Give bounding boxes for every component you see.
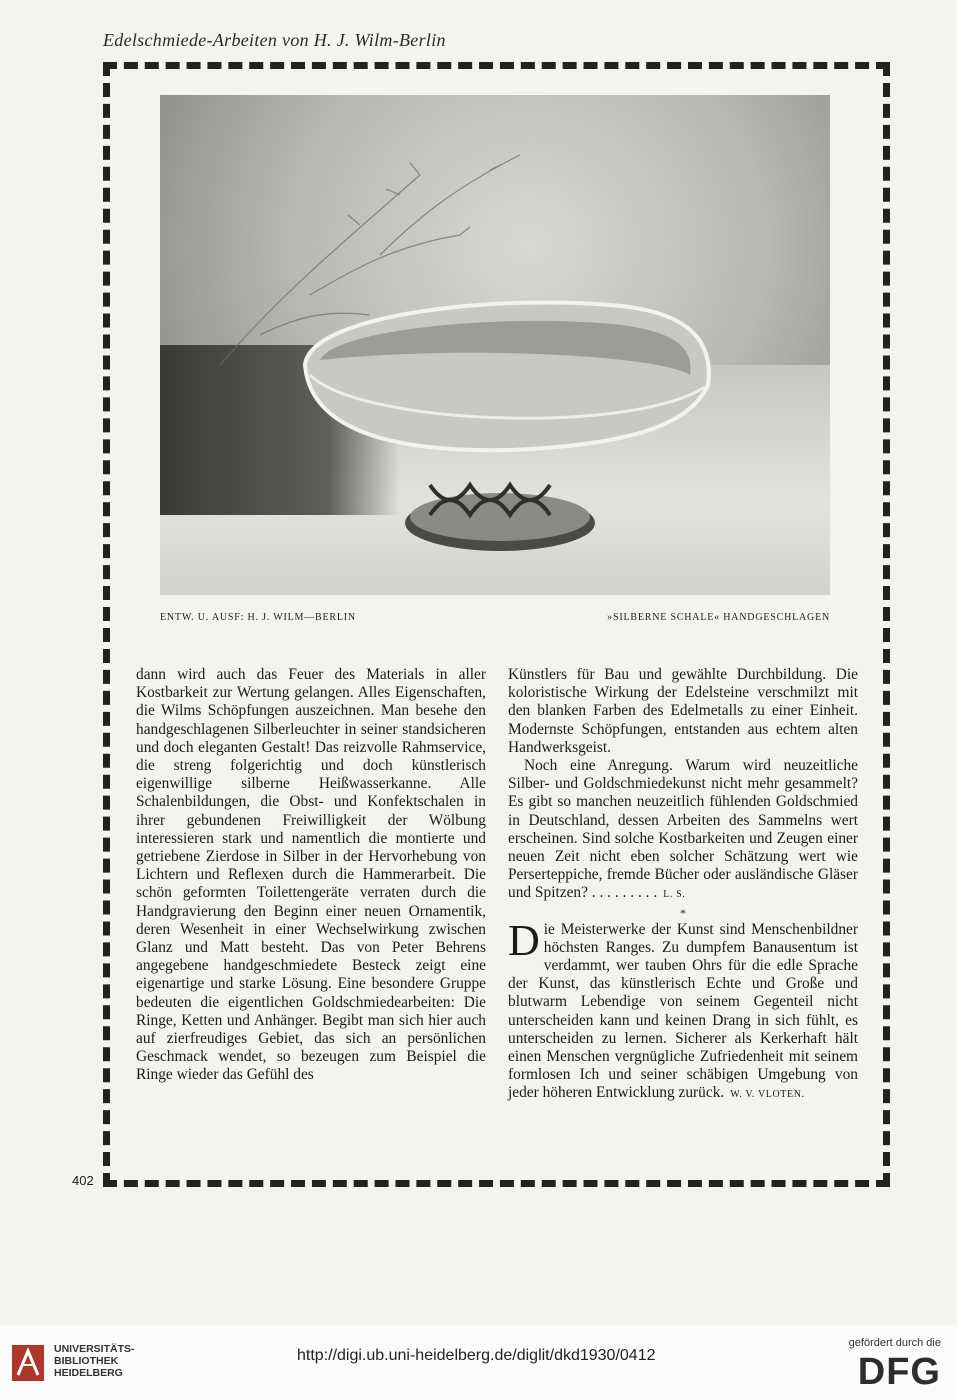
drop-cap: D [508, 915, 540, 965]
right-paragraph-2-text: Noch eine Anregung. Warum wird neuzeitliche Silber- und Goldschmiedekunst nicht mehr gesammelt? Es gibt so manchen neuzeitlich fühlenden Goldschmied in Deutschland, dessen Arbeiten des Sammelns wert erscheinen. Sind solche Kostbarkeiten und Zeugen einer neuen Zeit nicht eben solcher Schätzung wert wie Perserteppiche, fremde Bücher oder ausländische Gläser und Spitzen? . . . . . . . . . [508, 757, 858, 902]
right-paragraph-1: Künstlers für Bau und gewählte Durchbildung. Die koloristische Wirkung der Edelsteine verschmilzt mit den blanken Farben des Edelmetalls zu einer Einheit. Modernste Schöpfungen, entstanden aus echtem alten Handwerksgeist. [508, 666, 858, 756]
right-paragraph-2 [508, 757, 858, 905]
silver-bowl-photo [160, 95, 830, 595]
library-name [54, 1343, 135, 1379]
footer-bar [0, 1325, 957, 1399]
funded-by-label: gefördert durch die [848, 1337, 941, 1349]
signature-vloten: W. V. VLOTEN. [730, 1089, 805, 1101]
page-number: 402 [72, 1173, 94, 1188]
bowl-foot-top [410, 493, 590, 541]
library-line-3: HEIDELBERG [54, 1367, 123, 1379]
bowl-illustration [160, 95, 830, 595]
right-paragraph-3-text: ie Meisterwerke der Kunst sind Menschenbildner höchsten Ranges. Zu dumpfem Banausentum ist verdammt, wer tauben Ohrs für die edle Sprache der Kunst, das künstlerisch Echte und Große und blutwarm Lebendige von seinem Gegenteil nicht unterscheiden kann und keinen Drang in sich fühlt, es unterscheiden zu lernen. Sicherer als Kerkerhaft hält einen Menschen vergnügliche Zufriedenheit mit seinem formlosen Ich und seiner schäbigen Umgebung von jeder höheren Entwicklung zurück. [508, 920, 858, 1102]
dfg-logo: DFG [857, 1351, 941, 1393]
right-paragraph-3 [508, 915, 858, 1105]
library-line-2: BIBLIOTHEK [54, 1355, 119, 1367]
photo-caption-left: ENTW. U. AUSF: H. J. WILM—BERLIN [160, 612, 356, 623]
text-column-left [136, 666, 486, 1085]
university-library-logo-icon [10, 1343, 46, 1383]
star-separator: * [680, 905, 686, 920]
photo-caption-right: »SILBERNE SCHALE« HANDGESCHLAGEN [607, 612, 830, 623]
signature-ls: L. S. [663, 889, 686, 901]
text-column-right [508, 666, 858, 1105]
library-line-1: UNIVERSITÄTS- [54, 1343, 135, 1355]
left-paragraph: dann wird auch das Feuer des Materials in aller Kostbarkeit zur Wertung gelangen. Alles Eigenschaften, die Wilms Schöpfungen auszeichnen. Man besehe den handgeschlagenen Silberleuchter in seiner standsicheren und doch eleganten Gestalt! Das reizvolle Rahmservice, die streng folgerichtig und doch künstlerisch eigenwillige silberne Heißwasserkanne. Alle Schalenbildungen, die Obst- und Konfektschalen in ihrer gebundenen Freiwilligkeit der Wölbung interessieren stark und namentlich die montierte und getriebene Zierdose in Silber in der Hervorhebung von Lichtern und Reflexen durch die Hammerarbeit. Die schön geformten Toilettengeräte verraten durch die Handgravierung den Beginn einer neuen Ornamentik, deren Wesenheit in einer Wechselwirkung zwischen Glanz und Matt besteht. Das von Peter Behrens angegebene handgeschmiedete Besteck zeigt eine eigenartige und starke Lösung. Eine besondere Gruppe bedeuten die eigentlichen Goldschmiedearbeiten: Die Ringe, Ketten und Anhänger. Begibt man sich hier auch auf zierfreudiges Gebiet, das sich an persönlichen Geschmack wendet, so bezeugen zum Beispiel die Ringe wieder das Gefühl des [136, 666, 486, 1084]
source-url-link[interactable]: http://digi.ub.uni-heidelberg.de/diglit/dkd1930/0412 [297, 1347, 656, 1364]
running-head: Edelschmiede-Arbeiten von H. J. Wilm-Berlin [103, 30, 446, 50]
